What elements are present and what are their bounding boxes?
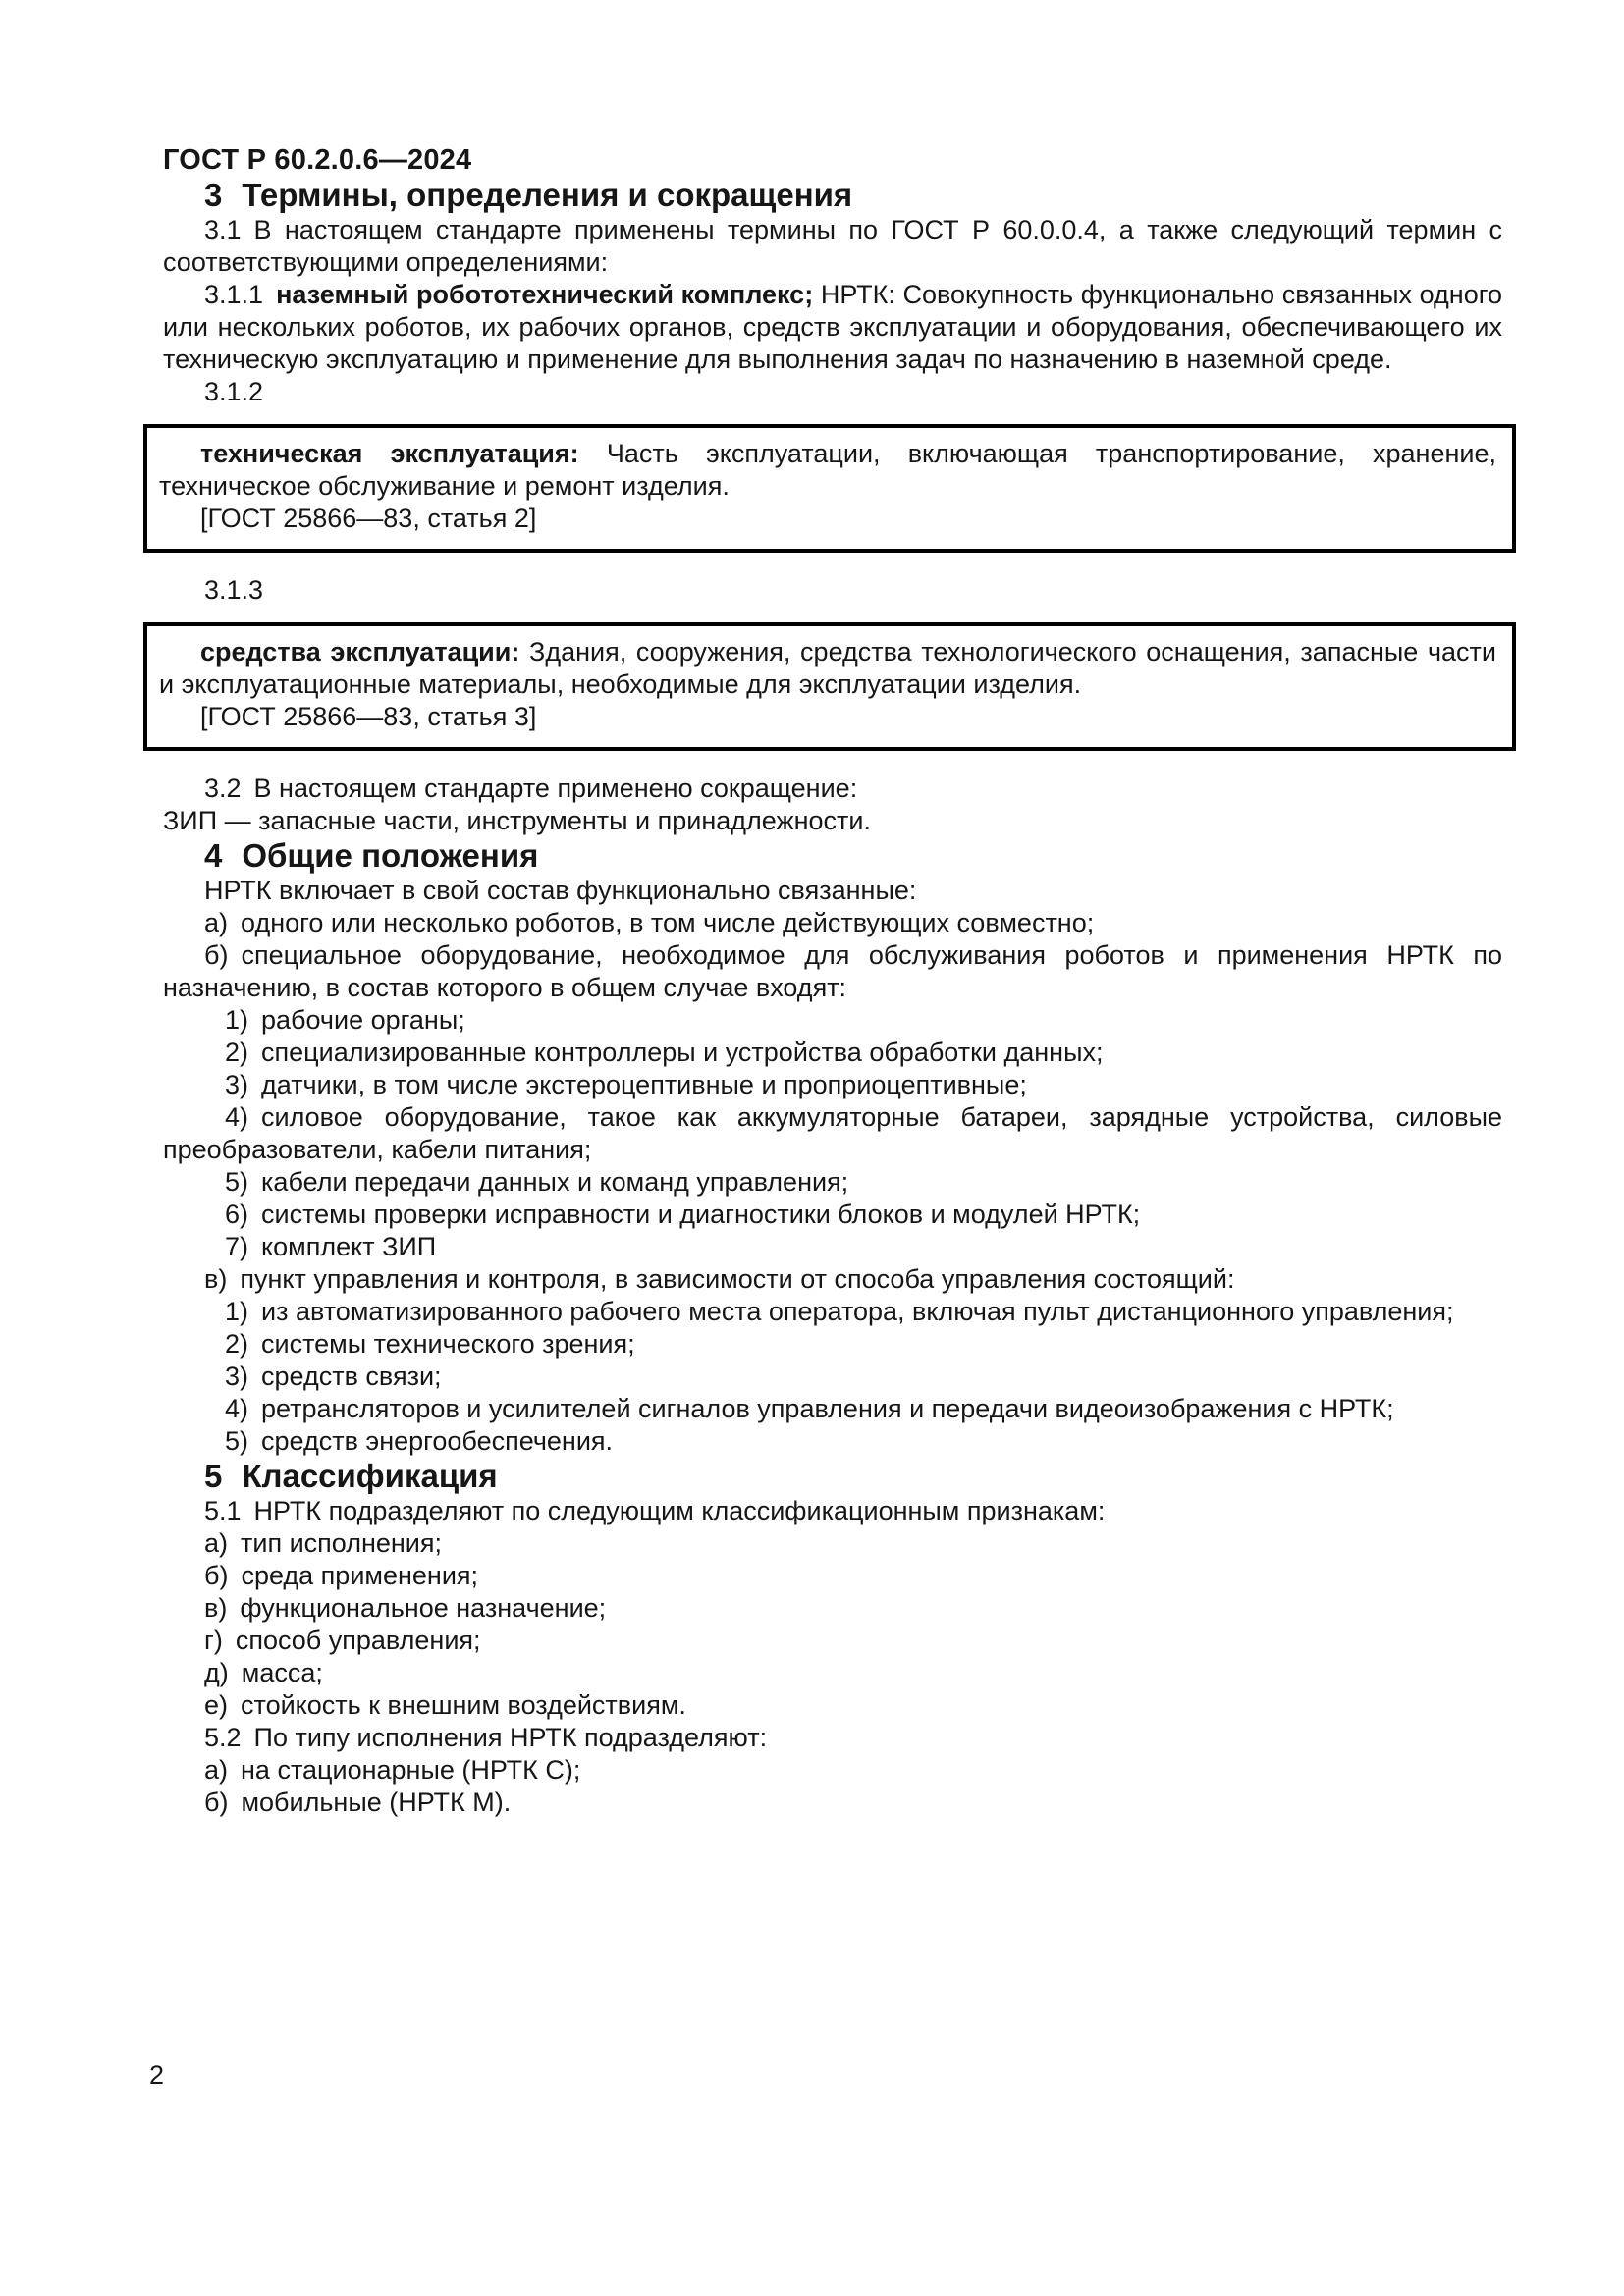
definition-source: [ГОСТ 25866—83, статья 3]	[200, 702, 537, 731]
list-item: б) среда применения;	[204, 1561, 479, 1590]
list-item: а) одного или несколько роботов, в том числе действующих совместно;	[204, 908, 1095, 937]
section-4-title: Общие положения	[242, 837, 539, 874]
page-number: 2	[149, 2060, 165, 2090]
section-5-heading	[163, 1458, 1502, 1495]
list-item: а) тип исполнения;	[204, 1528, 443, 1558]
section-4-intro: НРТК включает в свой состав функционально связанные:	[204, 876, 917, 905]
section-3-title: Термины, определения и сокращения	[242, 177, 853, 213]
page-content	[159, 144, 1502, 1819]
section-3-heading	[163, 177, 1502, 214]
list-item: 3) датчики, в том числе экстероцептивные и проприоцептивные;	[225, 1070, 1027, 1099]
term-name: средства эксплуатации:	[200, 637, 520, 667]
list-item: а) на стационарные (НРТК С);	[204, 1755, 581, 1785]
list-item: в) функциональное назначение;	[204, 1593, 607, 1623]
list-item: 6) системы проверки исправности и диагностики блоков и модулей НРТК;	[225, 1200, 1141, 1229]
section-3-number: 3	[204, 177, 223, 213]
clause-3-2-number: 3.2	[204, 774, 242, 803]
list-item: 4) силовое оборудование, такое как аккумуляторные батареи, зарядные устройства, силовые преобразователи, кабели питания;	[163, 1102, 1502, 1164]
section-4-number: 4	[204, 837, 223, 874]
list-item: 7) комплект ЗИП	[225, 1232, 437, 1261]
section-5-number: 5	[204, 1458, 223, 1494]
clause-3-1-1: 3.1.1 наземный робототехнический комплекс; НРТК: Совокупность функционально связанных одного или нескольких роботов, их рабочих органов, средств эксплуатации и оборудования, обеспечивающего их техническую эксплуатацию и применение для выполнения задач по назначению в наземной среде.	[163, 280, 1502, 374]
clause-3-2: 3.2 В настоящем стандарте применено сокращение:	[204, 774, 858, 803]
list-item: 4) ретрансляторов и усилителей сигналов управления и передачи видеоизображения с НРТК;	[225, 1394, 1394, 1423]
list-item: г) способ управления;	[204, 1626, 481, 1655]
clause-5-1: 5.1 НРТК подразделяют по следующим классификационным признакам:	[204, 1496, 1106, 1525]
definition-box-means-of-operation	[143, 622, 1516, 751]
list-item: б) мобильные (НРТК М).	[204, 1788, 512, 1817]
term-name: наземный робототехнический комплекс;	[276, 280, 814, 309]
section-5-title: Классификация	[242, 1458, 498, 1494]
clause-3-1-2-label: 3.1.2	[204, 377, 264, 406]
abbreviation-zip: ЗИП — запасные части, инструменты и принадлежности.	[163, 806, 871, 835]
section-4-heading	[163, 837, 1502, 875]
clause-3-1-1-number: 3.1.1	[204, 280, 264, 309]
list-item: 1) рабочие органы;	[225, 1005, 465, 1035]
list-item: б) специальное оборудование, необходимое для обслуживания роботов и применения НРТК по назначению, в состав которого в общем случае входят:	[163, 940, 1502, 1002]
list-item: в) пункт управления и контроля, в зависимости от способа управления состоящий:	[204, 1264, 1235, 1294]
definition-box-technical-operation	[143, 424, 1516, 553]
list-item: д) масса;	[204, 1658, 323, 1687]
clause-5-2: 5.2 По типу исполнения НРТК подразделяют:	[204, 1723, 768, 1752]
definition-text: техническая эксплуатация: Часть эксплуатации, включающая транспортирование, хранение, техническое обслуживание и ремонт изделия.	[159, 439, 1496, 501]
clause-3-1: 3.1 В настоящем стандарте применены термины по ГОСТ Р 60.0.0.4, а также следующий термин с соответствующими определениями:	[163, 215, 1502, 277]
list-item: 5) средств энергообеспечения.	[225, 1426, 614, 1456]
list-item: 5) кабели передачи данных и команд управления;	[225, 1167, 849, 1197]
term-name: техническая эксплуатация:	[200, 439, 579, 468]
clause-3-1-number: 3.1	[204, 215, 242, 244]
list-item: 3) средств связи;	[225, 1362, 442, 1391]
definition-source: [ГОСТ 25866—83, статья 2]	[200, 504, 537, 533]
clause-3-1-3-label: 3.1.3	[204, 575, 264, 605]
definition-text: средства эксплуатации: Здания, сооружения, средства технологического оснащения, запасные части и эксплуатационные материалы, необходимые для эксплуатации изделия.	[159, 637, 1496, 699]
list-item: 2) специализированные контроллеры и устройства обработки данных;	[225, 1038, 1104, 1067]
list-item: 1) из автоматизированного рабочего места оператора, включая пульт дистанционного управления;	[225, 1297, 1454, 1326]
doc-code-running-header: ГОСТ Р 60.2.0.6—2024	[163, 144, 472, 176]
list-item: 2) системы технического зрения;	[225, 1329, 635, 1359]
list-item: е) стойкость к внешним воздействиям.	[204, 1690, 686, 1720]
